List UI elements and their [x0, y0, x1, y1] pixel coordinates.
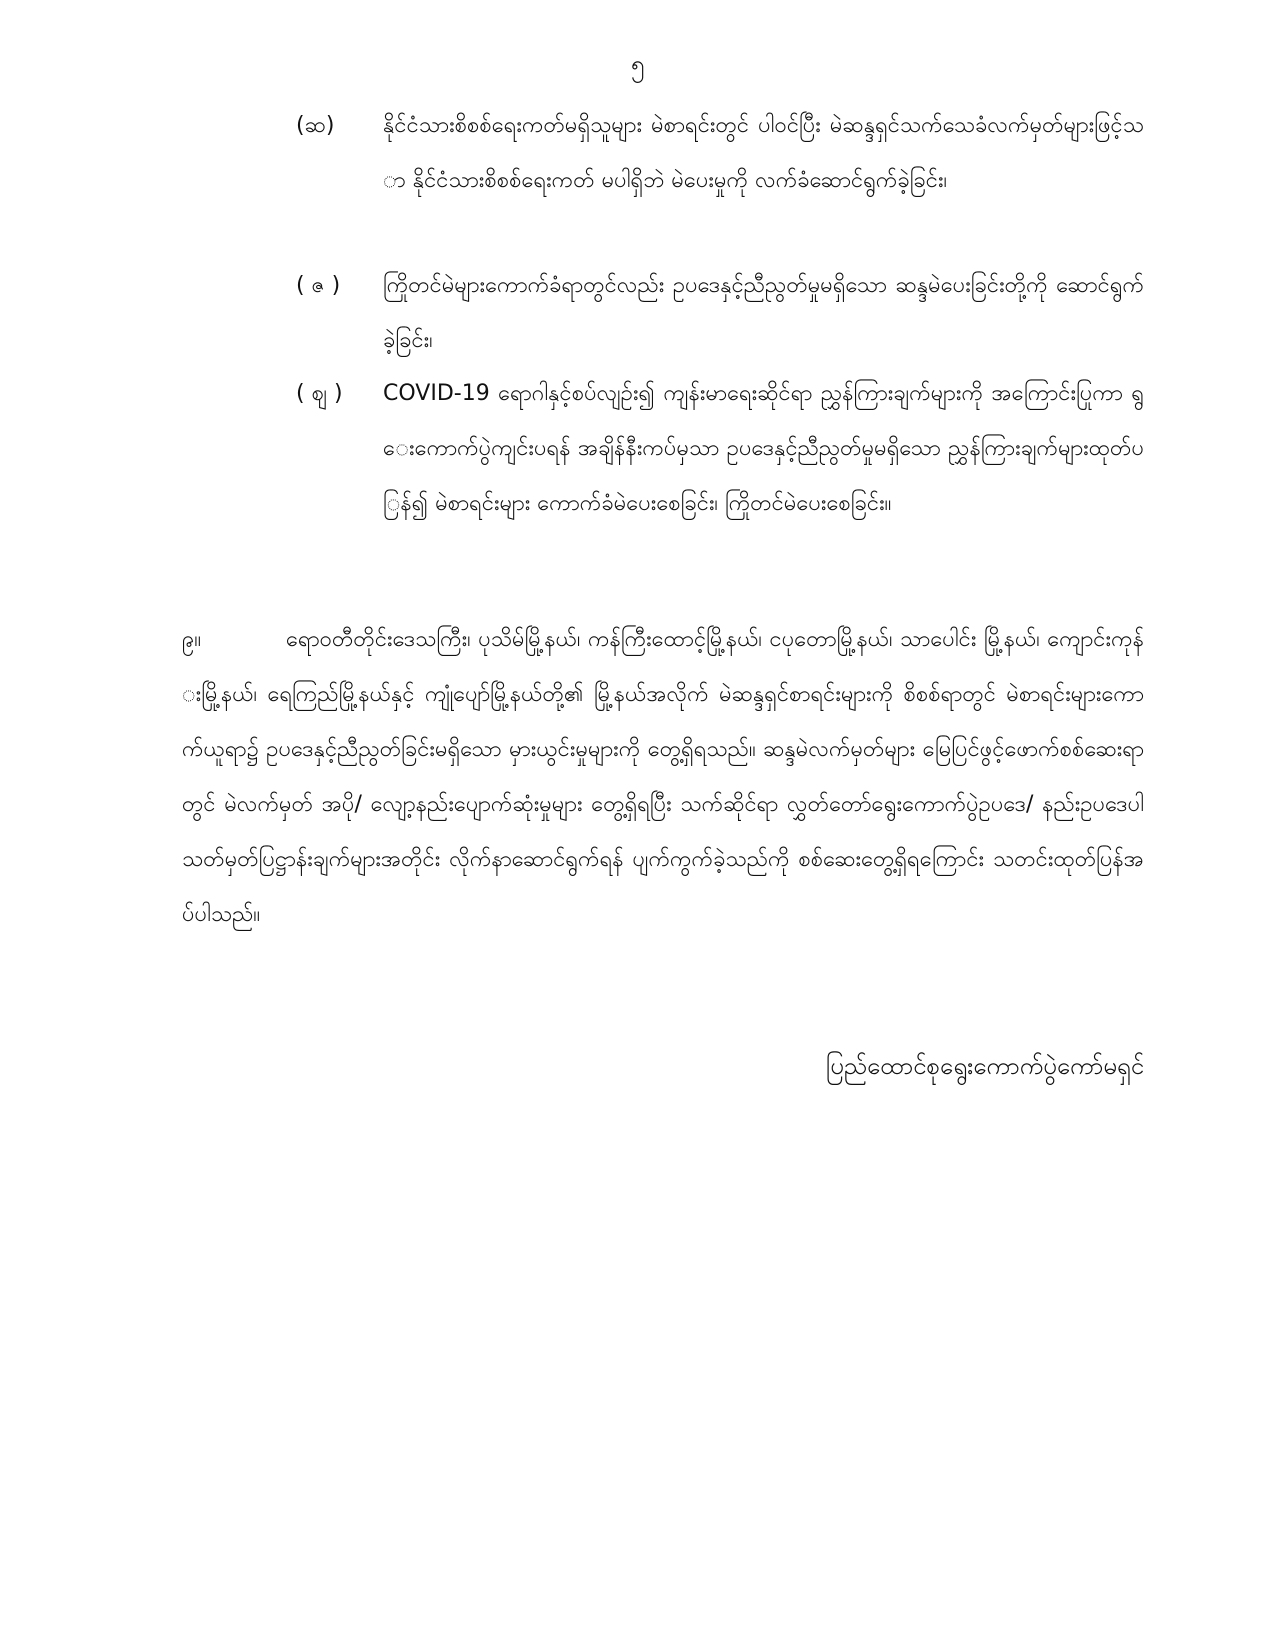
list-item-marker: (ဆ) [296, 113, 335, 138]
list-item [296, 366, 1144, 531]
list-item-marker: ( ဈ ) [296, 381, 343, 406]
page-number: ၅ [630, 50, 645, 78]
paragraph [182, 612, 1144, 942]
paragraph-text: ရောဝတီတိုင်းဒေသကြီး၊ ပုသိမ်မြို့နယ်၊ ကန်ကြီးထောင့်မြို့နယ်၊ ငပုတောမြို့နယ်၊ သာပေါင်း မြို့နယ်၊ ကျောင်းကုန်းမြို့နယ်၊ ရေကြည်မြို့နယ်နှင့် ကျုံပျော်မြို့နယ်တို့၏ မြို့နယ်အလိုက် မဲဆန္ဒရှင်စာရင်းများကို စိစစ်ရာတွင် မဲစာရင်းများကောက်ယူရာ၌ ဥပဒေနှင့်ညီညွတ်ခြင်းမရှိသော မှားယွင်းမှုများကို တွေ့ရှိရသည်။ ဆန္ဒမဲလက်မှတ်များ မြေပြင်ဖွင့်ဖောက်စစ်ဆေးရာတွင် မဲလက်မှတ် အပို/ လျော့နည်းပျောက်ဆုံးမှုများ တွေ့ရှိရပြီး သက်ဆိုင်ရာ လွှတ်တော်ရွေးကောက်ပွဲဥပဒေ/ နည်းဥပဒေပါ သတ်မှတ်ပြဋ္ဌာန်းချက်များအတိုင်း လိုက်နာဆောင်ရွက်ရန် ပျက်ကွက်ခဲ့သည်ကို စစ်ဆေးတွေ့ရှိရကြောင်း သတင်းထုတ်ပြန်အပ်ပါသည်။ [182, 627, 1144, 927]
list-item-text: ကြိုတင်မဲများကောက်ခံရာတွင်လည်း ဥပဒေနှင့်ညီညွတ်မှုမရှိသော ဆန္ဒမဲပေးခြင်းတို့ကို ဆောင်ရွက်ခဲ့ခြင်း၊ [383, 273, 1144, 353]
list-item-text: နိုင်ငံသားစိစစ်ရေးကတ်မရှိသူများ မဲစာရင်းတွင် ပါဝင်ပြီး မဲဆန္ဒရှင်သက်သေခံလက်မှတ်များဖြင့်သာ နိုင်ငံသားစိစစ်ရေးကတ် မပါရှိဘဲ မဲပေးမှုကို လက်ခံဆောင်ရွက်ခဲ့ခြင်း၊ [383, 113, 1144, 193]
list-item-marker: ( ဇ ) [296, 273, 341, 298]
list-item-text: COVID-19 ရောဂါနှင့်စပ်လျဉ်း၍ ကျန်းမာရေးဆိုင်ရာ ညွှန်ကြားချက်များကို အကြောင်းပြုကာ ရွေးကောက်ပွဲကျင်းပရန် အချိန်နီးကပ်မှသာ ဥပဒေနှင့်ညီညွတ်မှုမရှိသော ညွှန်ကြားချက်များထုတ်ပြန်၍ မဲစာရင်းများ ကောက်ခံမဲပေးစေခြင်း၊ ကြိုတင်မဲပေးစေခြင်း။ [383, 381, 1144, 516]
list-item [296, 258, 1144, 368]
signature: ပြည်ထောင်စုရွေးကောက်ပွဲကော်မရှင် [826, 1052, 1144, 1080]
paragraph-number: ၉။ [182, 627, 202, 652]
list-item [296, 98, 1144, 208]
